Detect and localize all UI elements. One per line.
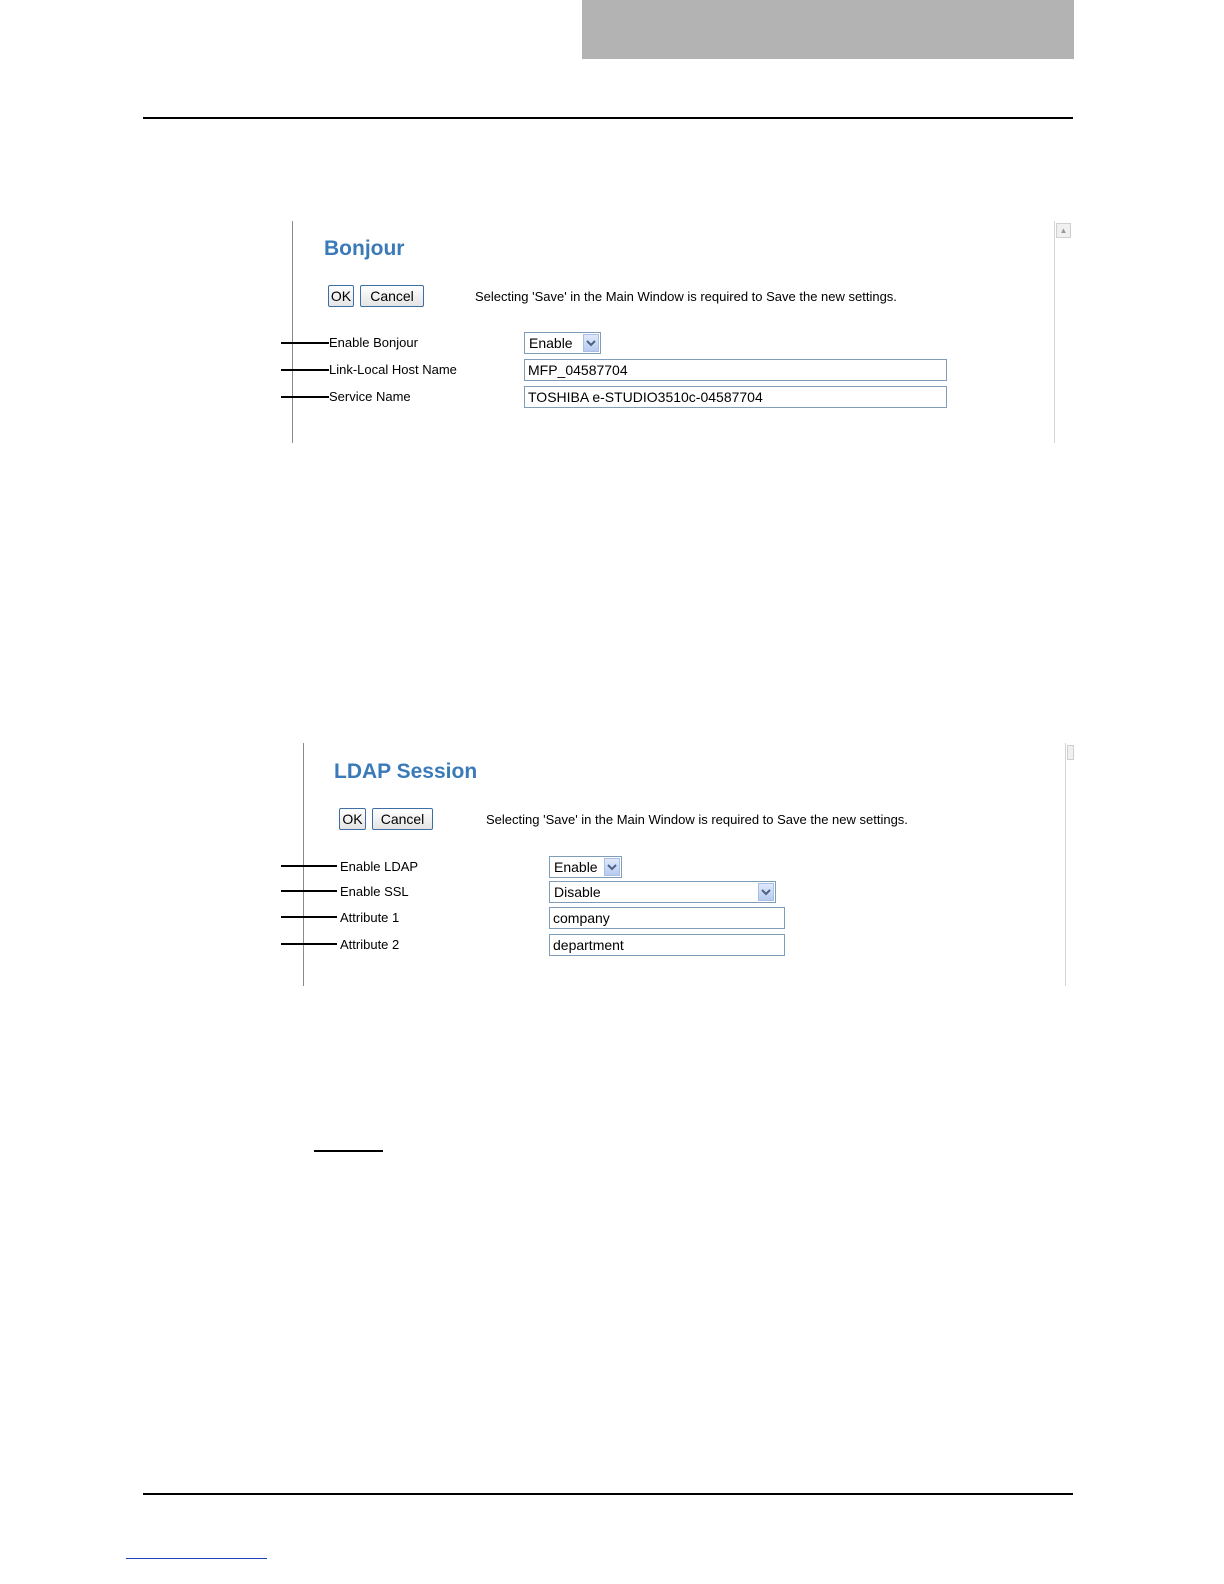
footer-link-underline xyxy=(126,1558,267,1559)
panel-scrollbar-track[interactable] xyxy=(1065,743,1066,986)
callout-line xyxy=(281,890,337,892)
enable-bonjour-label: Enable Bonjour xyxy=(329,335,418,350)
attribute-1-field[interactable]: company xyxy=(549,907,785,929)
enable-ssl-select[interactable] xyxy=(549,881,776,903)
enable-bonjour-select[interactable] xyxy=(524,332,601,354)
panel-scrollbar-track[interactable] xyxy=(1054,221,1055,443)
scroll-up-arrow-icon[interactable] xyxy=(1067,745,1074,760)
chevron-down-icon xyxy=(758,883,774,901)
enable-ssl-label: Enable SSL xyxy=(340,884,409,899)
callout-line xyxy=(281,865,337,867)
link-local-host-name-field[interactable]: MFP_04587704 xyxy=(524,359,947,381)
enable-ssl-value: Disable xyxy=(554,884,601,900)
chevron-down-icon xyxy=(604,858,620,876)
ok-button[interactable]: OK xyxy=(339,808,366,830)
enable-bonjour-value: Enable xyxy=(529,335,573,351)
service-name-label: Service Name xyxy=(329,389,411,404)
attribute-2-label: Attribute 2 xyxy=(340,937,400,952)
callout-line xyxy=(281,396,329,398)
save-note: Selecting 'Save' in the Main Window is required to Save the new settings. xyxy=(486,812,908,827)
bonjour-panel xyxy=(292,221,1074,443)
top-rule xyxy=(143,117,1073,119)
ok-button[interactable]: OK xyxy=(328,285,354,307)
link-local-host-name-label: Link-Local Host Name xyxy=(329,362,457,377)
scroll-up-arrow-icon[interactable]: ▲ xyxy=(1056,223,1071,238)
enable-ldap-select[interactable] xyxy=(549,856,622,878)
page-title: LDAP Session xyxy=(334,760,478,783)
callout-line xyxy=(281,342,329,344)
attribute-1-label: Attribute 1 xyxy=(340,910,400,925)
header-gray-block xyxy=(582,0,1074,59)
attribute-2-field[interactable]: department xyxy=(549,934,785,956)
save-note: Selecting 'Save' in the Main Window is required to Save the new settings. xyxy=(475,289,897,304)
chevron-down-icon xyxy=(583,334,599,352)
ldap-session-panel xyxy=(303,743,1074,986)
enable-ldap-label: Enable LDAP xyxy=(340,859,419,874)
callout-line xyxy=(281,943,337,945)
service-name-field[interactable]: TOSHIBA e-STUDIO3510c-04587704 xyxy=(524,386,947,408)
panel-left-border xyxy=(292,221,293,443)
enable-ldap-value: Enable xyxy=(554,859,598,875)
callout-line xyxy=(281,916,337,918)
callout-line xyxy=(281,369,329,371)
page-title: Bonjour xyxy=(324,237,405,260)
cancel-button[interactable]: Cancel xyxy=(360,285,424,307)
short-rule xyxy=(314,1150,383,1152)
bottom-rule xyxy=(143,1493,1073,1495)
cancel-button[interactable]: Cancel xyxy=(372,808,433,830)
